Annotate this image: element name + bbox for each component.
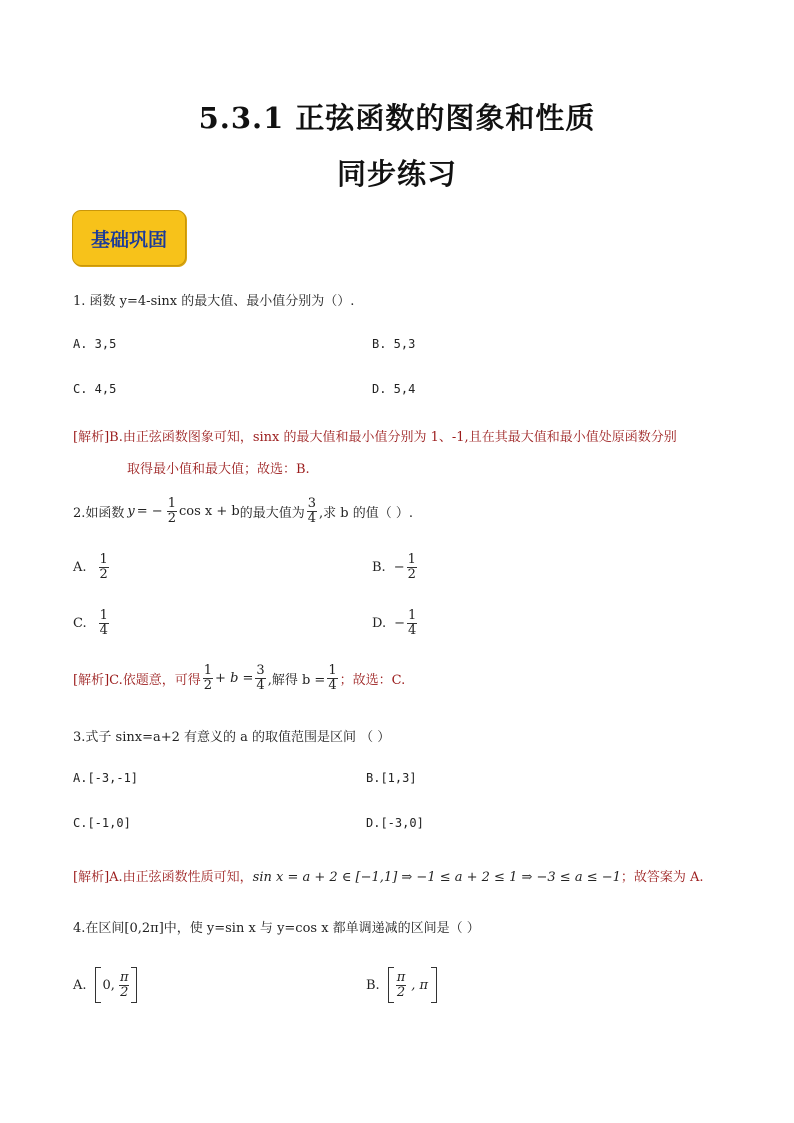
section-badge-label: 基础巩固 <box>90 228 167 251</box>
q1-option-c: C. 4,5 <box>73 382 117 396</box>
q4-option-b: B. $\frac{\pi}{2}$ , π <box>366 967 437 1003</box>
q2-option-a: A. $\frac{1}{2}$ <box>73 552 108 582</box>
q1-option-a: A. 3,5 <box>73 337 117 351</box>
q1-option-b: B. 5,3 <box>372 337 416 351</box>
q3-answer: [解析]A.由正弦函数性质可知，sin x = a + 2 ∈ [−1,1] ⇒ −1 ≤ a + 2 ≤ 1 ⇒ −3 ≤ a ≤ −1；故答案为 A. <box>73 870 704 885</box>
q4-option-a: A. 0, $\frac{\pi}{2}$ <box>73 967 137 1003</box>
q3-option-d: D.[-3,0] <box>366 816 424 830</box>
q4-stem: 4.在区间[0,2π]中，使 y=sin x 与 y=cos x 都单调递减的区间是（ ） <box>73 921 480 936</box>
q3-stem: 3.式子 sinx=a+2 有意义的 a 的取值范围是区间 （ ） <box>73 730 391 745</box>
page-subtitle: 同步练习 <box>336 157 457 191</box>
q3-option-c: C.[-1,0] <box>73 816 131 830</box>
q3-option-a: A.[-3,-1] <box>73 771 139 785</box>
page-title: 5.3.1 正弦函数的图象和性质 <box>198 101 596 135</box>
q2-option-c: C. $\frac{1}{4}$ <box>73 608 108 638</box>
q1-answer-line1: [解析]B.由正弦函数图象可知，sinx 的最大值和最小值分别为 1、-1,且在其最大值和最小值处原函数分别 <box>73 430 677 445</box>
q1-option-d: D. 5,4 <box>372 382 416 396</box>
q1-stem: 1. 函数 y=4-sinx 的最大值、最小值分别为（）. <box>73 294 355 309</box>
q1-answer-line2: 取得最小值和最大值；故选：B. <box>127 462 310 477</box>
q2-frac-coef: $\frac{1}{2}$ <box>167 496 176 526</box>
q2-answer: [解析]C.依题意，可得 $\frac{1}{2}$ + b = $\frac{3}{4}$ ,解得 b = $\frac{1}{4}$ ；故选：C. <box>73 663 406 693</box>
q2-option-b: B. − $\frac{1}{2}$ <box>372 552 416 582</box>
q2-stem: 2.如函数 y = − $\frac{1}{2}$ cos x + b 的最大值为 $\frac{3}{4}$ ,求 b 的值（ ）. <box>73 496 413 526</box>
section-badge <box>72 210 186 266</box>
q2-option-d: D. − $\frac{1}{4}$ <box>372 608 417 638</box>
q2-frac-max: $\frac{3}{4}$ <box>307 496 316 526</box>
q3-option-b: B.[1,3] <box>366 771 417 785</box>
